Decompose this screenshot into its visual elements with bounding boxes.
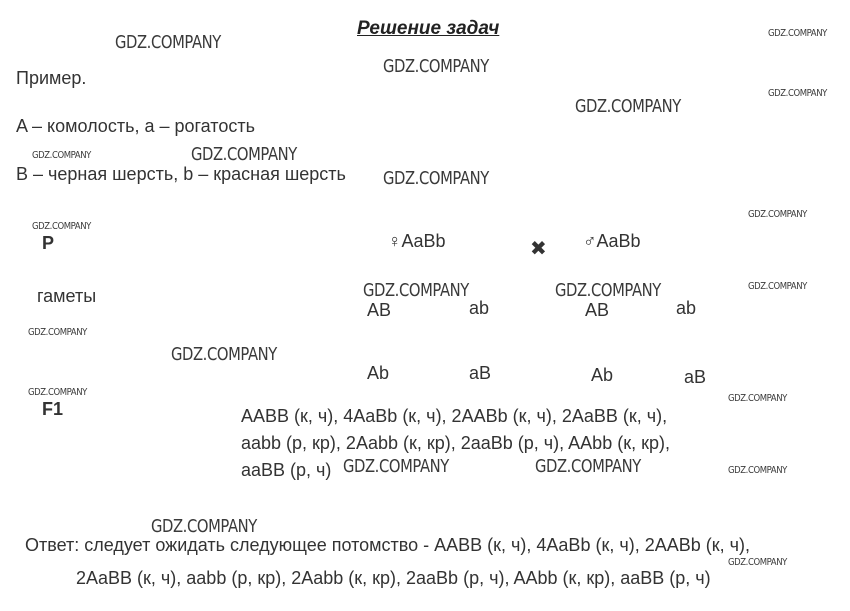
watermark: GDZ.COMPANY [768,28,827,39]
f1-line-3: aaBB (р, ч) [241,460,332,480]
gamete-female-1: AB [367,300,392,320]
f1-label: F1 [42,399,64,419]
parents-label: P [42,233,55,253]
male-genotype: ♂AaBb [583,231,641,251]
watermark: GDZ.COMPANY [32,221,91,232]
example-heading: Пример. [16,68,87,88]
watermark: GDZ.COMPANY [728,557,787,568]
watermark: GDZ.COMPANY [363,280,469,301]
watermark: GDZ.COMPANY [28,387,87,398]
answer-line-2: 2AaBB (к, ч), aabb (р, кр), 2Aabb (к, кр), 2aaBb (р, ч), AAbb (к, кр), aaBB (р, ч) [76,568,711,588]
watermark: GDZ.COMPANY [748,209,807,220]
watermark: GDZ.COMPANY [768,88,827,99]
watermark: GDZ.COMPANY [748,281,807,292]
watermark: GDZ.COMPANY [115,32,221,53]
f1-line-1: AABB (к, ч), 4AaBb (к, ч), 2AABb (к, ч), 2AaBB (к, ч), [241,406,668,426]
gametes-label: гаметы [37,286,97,306]
legend-allele-b: B – черная шерсть, b – красная шерсть [16,164,346,184]
watermark: GDZ.COMPANY [28,327,87,338]
watermark: GDZ.COMPANY [343,456,449,477]
watermark: GDZ.COMPANY [555,280,661,301]
gamete-male-3: Ab [591,365,614,385]
watermark: GDZ.COMPANY [151,516,257,537]
gamete-male-2: ab [676,298,697,318]
watermark: GDZ.COMPANY [383,168,489,189]
legend-allele-a: A – комолость, a – рогатость [16,116,255,136]
gamete-male-4: aB [684,367,707,387]
watermark: GDZ.COMPANY [728,393,787,404]
gamete-male-1: AB [585,300,610,320]
watermark: GDZ.COMPANY [171,344,277,365]
answer-line-1: Ответ: следует ожидать следующее потомство - AABB (к, ч), 4AaBb (к, ч), 2AABb (к, ч), [25,535,750,555]
f1-line-2: aabb (р, кр), 2Aabb (к, кр), 2aaBb (р, ч), AAbb (к, кр), [241,433,670,453]
page-title: Решение задач [357,18,500,39]
female-genotype: ♀AaBb [388,231,446,251]
watermark: GDZ.COMPANY [191,144,297,165]
watermark: GDZ.COMPANY [575,96,681,117]
watermark: GDZ.COMPANY [535,456,641,477]
gamete-female-2: ab [469,298,490,318]
cross-icon: ✖ [530,238,547,260]
watermark: GDZ.COMPANY [32,150,91,161]
gamete-female-3: Ab [367,363,390,383]
watermark: GDZ.COMPANY [383,56,489,77]
gamete-female-4: aB [469,363,492,383]
watermark: GDZ.COMPANY [728,465,787,476]
